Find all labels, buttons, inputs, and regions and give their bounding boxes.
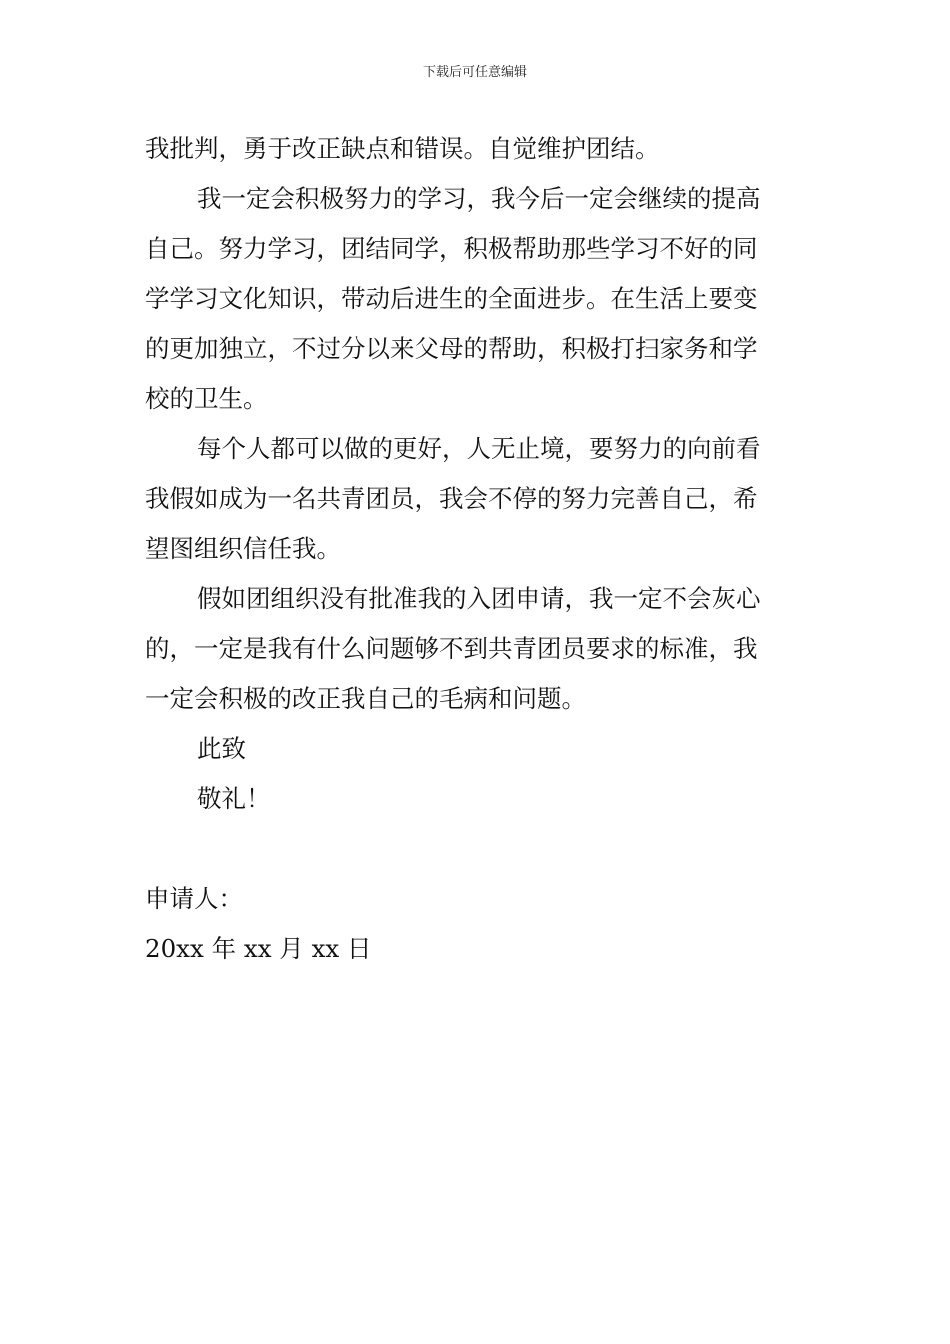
applicant-label: 申请人：	[145, 884, 243, 913]
signature-date: 20xx 年 xx 月 xx 日	[145, 934, 372, 963]
paragraph-line: 我一定会积极努力的学习，我今后一定会继续的提高	[197, 184, 761, 213]
paragraph-line: 我假如成为一名共青团员，我会不停的努力完善自己，希	[145, 484, 758, 513]
page-header-note: 下载后可任意编辑	[422, 65, 527, 80]
paragraph-line: 的，一定是我有什么问题够不到共青团员要求的标准，我	[145, 634, 758, 663]
paragraph-line: 自己。努力学习，团结同学，积极帮助那些学习不好的同	[145, 234, 758, 263]
paragraph-line: 我批判，勇于改正缺点和错误。自觉维护团结。	[145, 134, 660, 163]
spacer	[145, 824, 810, 874]
paragraph-line: 校的卫生。	[145, 384, 268, 413]
paragraph-line: 的更加独立，不过分以来父母的帮助，积极打扫家务和学	[145, 334, 758, 363]
closing-regards: 敬礼！	[197, 784, 271, 813]
paragraph-line: 每个人都可以做的更好，人无止境，要努力的向前看	[197, 434, 761, 463]
paragraph-line: 一定会积极的改正我自己的毛病和问题。	[145, 684, 586, 713]
paragraph-line: 学学习文化知识，带动后进生的全面进步。在生活上要变	[145, 284, 758, 313]
document-body	[145, 124, 810, 974]
closing-salutation: 此致	[197, 734, 246, 763]
paragraph-line: 望图组织信任我。	[145, 534, 341, 563]
paragraph-line: 假如团组织没有批准我的入团申请，我一定不会灰心	[197, 584, 761, 613]
